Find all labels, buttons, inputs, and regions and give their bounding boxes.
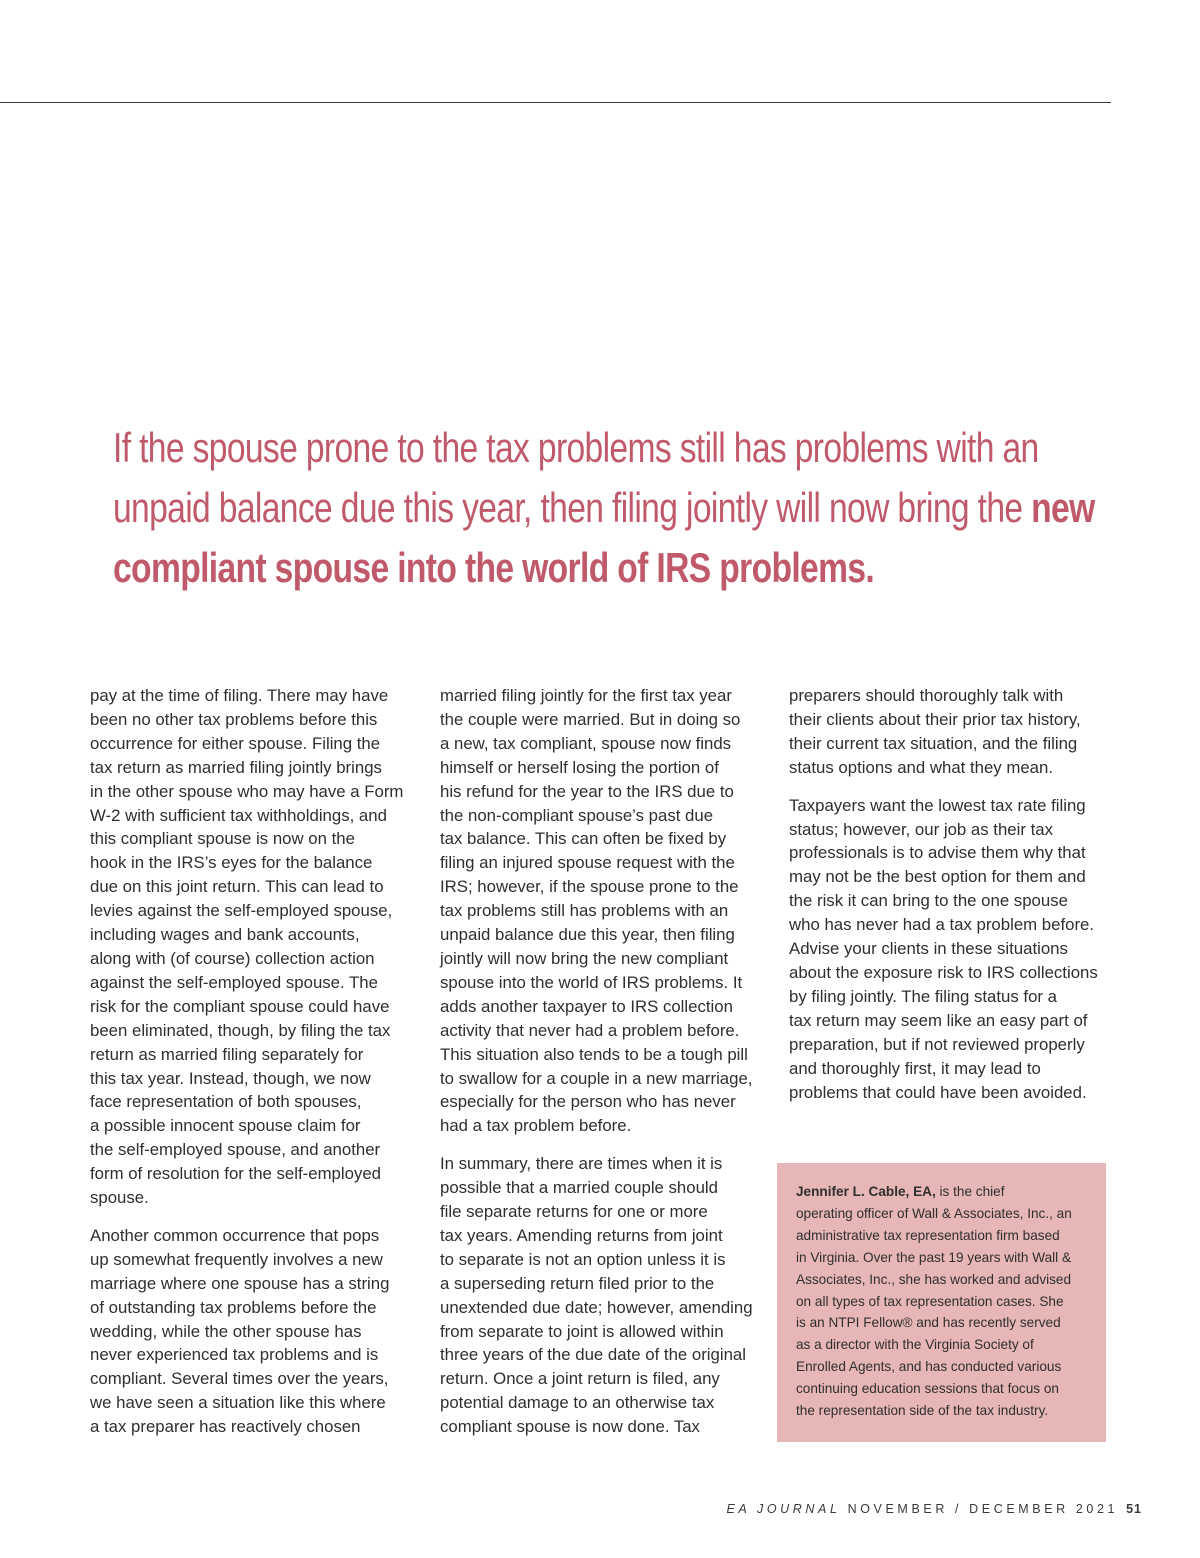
text-line: status; however, our job as their tax xyxy=(789,819,1053,839)
text-line: the representation side of the tax industry. xyxy=(796,1403,1049,1419)
text-line: against the self-employed spouse. The xyxy=(90,972,378,992)
text-line: spouse. xyxy=(90,1188,149,1208)
text-line: in the other spouse who may have a Form xyxy=(90,781,404,801)
text-line: especially for the person who has never xyxy=(440,1092,736,1112)
text-line: the non-compliant spouse’s past due xyxy=(440,805,714,825)
paragraph xyxy=(440,684,776,1138)
text-line: Taxpayers want the lowest tax rate filing xyxy=(789,795,1086,815)
text-line: along with (of course) collection action xyxy=(90,948,375,968)
text-line: In summary, there are times when it is xyxy=(440,1154,723,1174)
text-line: about the exposure risk to IRS collections xyxy=(789,962,1098,982)
text-line: return as married filing separately for xyxy=(90,1044,364,1064)
top-rule xyxy=(0,102,1111,103)
text-line: tax problems still has problems with an xyxy=(440,901,729,921)
text-line: possible that a married couple should xyxy=(440,1178,718,1198)
text-line: a new, tax compliant, spouse now finds xyxy=(440,733,732,753)
text-line: operating officer of Wall & Associates, Inc., an xyxy=(796,1205,1072,1221)
text-line: in Virginia. Over the past 19 years with Wall & xyxy=(796,1249,1072,1265)
text-line: of outstanding tax problems before the xyxy=(90,1297,377,1317)
author-bio-box xyxy=(777,1163,1106,1442)
text-line: to separate is not an option unless it is xyxy=(440,1249,726,1269)
text-line: activity that never had a problem before. xyxy=(440,1020,740,1040)
text-line: problems that could have been avoided. xyxy=(789,1082,1087,1102)
text-line: from separate to joint is allowed within xyxy=(440,1321,724,1341)
text-line: married filing jointly for the first tax year xyxy=(440,686,732,705)
text-line: three years of the due date of the original xyxy=(440,1345,746,1365)
text-line: risk for the compliant spouse could have xyxy=(90,996,390,1016)
text-line: face representation of both spouses, xyxy=(90,1092,362,1112)
text-line: tax balance. This can often be fixed by xyxy=(440,829,727,849)
text-line: This situation also tends to be a tough pill xyxy=(440,1044,748,1064)
text-line: by filing jointly. The filing status for a xyxy=(789,986,1058,1006)
text-line: a tax preparer has reactively chosen xyxy=(90,1417,361,1437)
text-line: jointly will now bring the new compliant xyxy=(440,948,729,968)
body-column-3 xyxy=(789,684,1125,1118)
text-line: marriage where one spouse has a string xyxy=(90,1273,390,1293)
text-line: been eliminated, though, by filing the tax xyxy=(90,1020,391,1040)
text-line: the couple were married. But in doing so xyxy=(440,709,741,729)
pull-quote-line-1: If the spouse prone to the tax problems still has problems with an xyxy=(113,424,1039,471)
text-line: on all types of tax representation cases. She xyxy=(796,1293,1064,1309)
text-line: unpaid balance due this year, then filing xyxy=(440,925,735,945)
text-line: and thoroughly first, it may lead to xyxy=(789,1058,1041,1078)
text-line: occurrence for either spouse. Filing the xyxy=(90,733,381,753)
bio-text xyxy=(796,1203,1092,1422)
text-line: wedding, while the other spouse has xyxy=(90,1321,362,1341)
text-line: potential damage to an otherwise tax xyxy=(440,1393,715,1413)
paragraph xyxy=(90,1224,426,1439)
text-line: may not be the best option for them and xyxy=(789,867,1086,887)
text-line: Associates, Inc., she has worked and advised xyxy=(796,1271,1072,1287)
text-line: tax return may seem like an easy part of xyxy=(789,1010,1088,1030)
text-line: professionals is to advise them why that xyxy=(789,843,1086,863)
text-line: his refund for the year to the IRS due to xyxy=(440,781,734,801)
text-line: continuing education sessions that focus on xyxy=(796,1381,1059,1397)
text-line: IRS; however, if the spouse prone to the xyxy=(440,877,739,897)
body-column-1 xyxy=(90,684,426,1453)
pull-quote-line-2: unpaid balance due this year, then filing jointly will now bring the new xyxy=(113,484,1095,531)
text-line: up somewhat frequently involves a new xyxy=(90,1249,383,1269)
text-line: compliant spouse is now done. Tax xyxy=(440,1417,700,1437)
text-line: hook in the IRS’s eyes for the balance xyxy=(90,853,373,873)
text-line: including wages and bank accounts, xyxy=(90,925,360,945)
text-line: tax years. Amending returns from joint xyxy=(440,1225,723,1245)
text-line: who has never had a tax problem before. xyxy=(789,915,1095,935)
text-line: spouse into the world of IRS problems. It xyxy=(440,972,743,992)
page-footer xyxy=(727,1502,1143,1516)
text-line: a possible innocent spouse claim for xyxy=(90,1116,361,1136)
text-line: himself or herself losing the portion of xyxy=(440,757,719,777)
text-line: levies against the self-employed spouse, xyxy=(90,901,393,921)
pull-quote-line-3: compliant spouse into the world of IRS problems. xyxy=(113,544,875,591)
text-line: their clients about their prior tax history, xyxy=(789,709,1081,729)
text-line: as a director with the Virginia Society of xyxy=(796,1337,1034,1353)
text-line: had a tax problem before. xyxy=(440,1116,632,1136)
author-name: Jennifer L. Cable, EA, xyxy=(796,1184,936,1199)
text-line: this compliant spouse is now on the xyxy=(90,829,355,849)
text-line: Advise your clients in these situations xyxy=(789,939,1068,959)
pull-quote-emphasis: new xyxy=(1031,484,1095,531)
text-line: the self-employed spouse, and another xyxy=(90,1140,381,1160)
text-line: W-2 with sufficient tax withholdings, and xyxy=(90,805,387,825)
text-line: a superseding return filed prior to the xyxy=(440,1273,715,1293)
pull-quote xyxy=(113,418,1095,598)
text-line: this tax year. Instead, though, we now xyxy=(90,1068,371,1088)
text-line: adds another taxpayer to IRS collection xyxy=(440,996,733,1016)
text-line: file separate returns for one or more xyxy=(440,1202,708,1222)
bio-first-line: Jennifer L. Cable, EA, is the chief xyxy=(796,1184,1005,1199)
text-line: unextended due date; however, amending xyxy=(440,1297,753,1317)
paragraph xyxy=(789,794,1125,1105)
paragraph xyxy=(440,1152,776,1439)
text-line: never experienced tax problems and is xyxy=(90,1345,379,1365)
page-number: 51 xyxy=(1126,1502,1142,1516)
text-line: status options and what they mean. xyxy=(789,757,1054,777)
text-line: Enrolled Agents, and has conducted various xyxy=(796,1359,1062,1375)
text-line: filing an injured spouse request with the xyxy=(440,853,735,873)
text-line: the risk it can bring to the one spouse xyxy=(789,891,1068,911)
text-line: is an NTPI Fellow® and has recently served xyxy=(796,1315,1061,1331)
text-line: we have seen a situation like this where xyxy=(90,1393,386,1413)
paragraph xyxy=(90,684,426,1210)
text-line: form of resolution for the self-employed xyxy=(90,1164,382,1184)
issue-date: NOVEMBER / DECEMBER 2021 xyxy=(840,1502,1119,1516)
journal-name: EA JOURNAL xyxy=(726,1502,841,1516)
text-line: pay at the time of filing. There may have xyxy=(90,686,389,705)
text-line: return. Once a joint return is filed, any xyxy=(440,1369,720,1389)
text-line: tax return as married filing jointly brings xyxy=(90,757,382,777)
text-line: Another common occurrence that pops xyxy=(90,1225,380,1245)
text-line: preparation, but if not reviewed properly xyxy=(789,1034,1085,1054)
paragraph xyxy=(789,684,1125,780)
text-line: to swallow for a couple in a new marriage, xyxy=(440,1068,753,1088)
text-line: compliant. Several times over the years, xyxy=(90,1369,389,1389)
text-line: preparers should thoroughly talk with xyxy=(789,686,1064,705)
body-column-2 xyxy=(440,684,776,1453)
text-line: due on this joint return. This can lead to xyxy=(90,877,384,897)
text-line: their current tax situation, and the filing xyxy=(789,733,1078,753)
text-line: administrative tax representation firm based xyxy=(796,1227,1060,1243)
text-line: been no other tax problems before this xyxy=(90,709,378,729)
